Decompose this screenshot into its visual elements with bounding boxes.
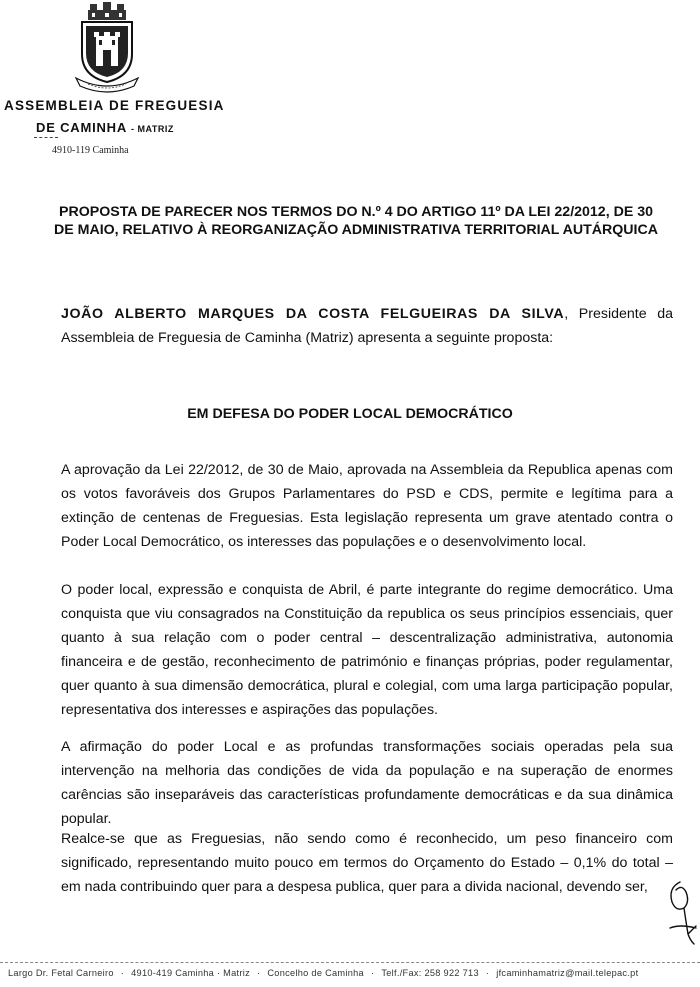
footer-phone: Telf./Fax: 258 922 713 [381,968,479,978]
body-paragraph: A aprovação da Lei 22/2012, de 30 de Maio, aprovada na Assembleia da Republica apenas com os votos favoráveis dos Grupos Parlamentares do PSD e CDS, permite e legítima para a extinção de centenas de Freguesias. Esta legislação representa um grave atentado contra o Poder Local Democrático, os interesses das populações e o desenvolvimento local. [61,462,673,550]
organization-location-suffix: - MATRIZ [131,124,174,134]
section-title: EM DEFESA DO PODER LOCAL DEMOCRÁTICO [187,406,513,422]
organization-name: ASSEMBLEIA DE FREGUESIA [4,98,225,113]
body-paragraph: O poder local, expressão e conquista de Abril, é parte integrante do regime democrático. Uma conquista que viu consagrados na Constituição da republica os seus princípios essenciais, quer quanto à sua relação com o poder central – descentralização administrativa, autonomia financeira e de gestão, reconhecimento de património e finanças próprias, poder regulamentar, quer quanto à sua dimensão democrática, plural e colegial, com uma larga participação popular, representativa dos interesses e aspirações das populações. [61,582,673,718]
footer-municipality: Concelho de Caminha [267,968,364,978]
organization-name-line2 [36,120,174,135]
proposal-title: PROPOSTA DE PARECER NOS TERMOS DO N.º 4 DO ARTIGO 11º DA LEI 22/2012, DE 30 DE MAIO, RELATIVO À REORGANIZAÇÃO ADMINISTRATIVA TERRITORIAL AUTÁRQUICA [53,204,658,238]
intro-text: , Presidente da Assembleia de Freguesia de Caminha (Matriz) apresenta a seguinte proposta: [61,306,673,346]
postal-code: 4910-119 Caminha [52,145,129,156]
organization-location: DE CAMINHA [36,120,127,135]
footer-postal: 4910-419 Caminha · Matriz [131,968,250,978]
footer-divider [0,962,700,963]
footer-address: Largo Dr. Fetal Carneiro [8,968,114,978]
signature-initials [660,878,700,948]
divider [34,137,58,139]
coat-of-arms-icon [74,2,140,94]
intro-paragraph [61,302,673,350]
footer: Largo Dr. Fetal Carneiro · 4910-419 Caminha · Matriz · Concelho de Caminha · Telf./Fax: 258 922 713 · jfcaminhamatriz@mail.telepac.pt [8,968,639,978]
president-name: JOÃO ALBERTO MARQUES DA COSTA FELGUEIRAS DA SILVA [61,306,565,322]
body-paragraph: Realce-se que as Freguesias, não sendo como é reconhecido, um peso financeiro com significado, representando muito pouco em termos do Orçamento do Estado – 0,1% do total – em nada contribuindo quer para a despesa publica, quer para a divida nacional, devendo ser, [61,831,673,895]
footer-email: jfcaminhamatriz@mail.telepac.pt [496,968,639,978]
body-paragraph: A afirmação do poder Local e as profundas transformações sociais operadas pela sua intervenção na melhoria das condições de vida da população e na superação de enormes carências são inseparáveis das características profundamente democráticas e da sua dinâmica popular. [61,739,673,827]
